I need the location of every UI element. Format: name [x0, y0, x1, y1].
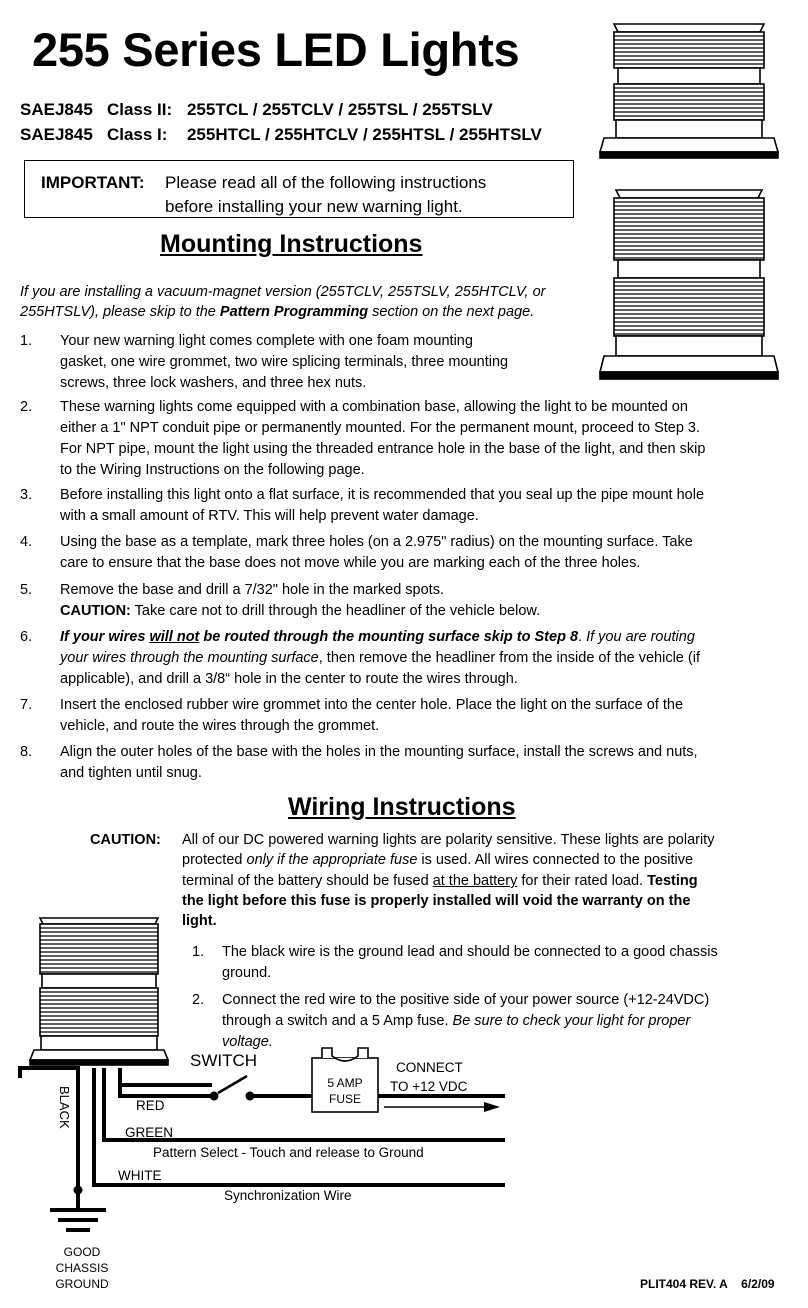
model-list: 255TCL / 255TCLV / 255TSL / 255TSLV — [186, 100, 493, 119]
caution-text: is used. All wires connected to the positive — [417, 852, 694, 868]
step-line: Insert the enclosed rubber wire grommet into the center hole. Place the light on the surface of the — [60, 697, 684, 713]
red-wire-label: RED — [136, 1098, 165, 1113]
step-number: 7. — [20, 697, 33, 713]
step-line: Before installing this light onto a flat surface, it is recommended that you seal up the pipe mount hole — [60, 487, 705, 503]
step-line: Align the outer holes of the base with the holes in the mounting surface, install the screws and nuts, — [60, 744, 698, 760]
footer-date: 6/2/09 — [741, 1277, 775, 1291]
mounting-intro-line-1: If you are installing a vacuum-magnet version (255TCLV, 255TSLV, 255HTCLV, or — [20, 284, 546, 300]
step-line: Using the base as a template, mark three holes (on a 2.975" radius) on the mounting surface. Take — [60, 534, 693, 550]
step-text: . — [578, 629, 587, 645]
light-illustration-low-profile — [596, 18, 782, 162]
model-class: Class I: — [106, 125, 168, 144]
step-line: with a small amount of RTV. This will help prevent water damage. — [60, 508, 479, 524]
fuse-label-1: 5 AMP — [327, 1076, 363, 1090]
fuse-label-2: FUSE — [328, 1092, 361, 1106]
caution-underline: at the battery — [432, 873, 518, 889]
step-bold-text: If your wires — [60, 629, 150, 645]
step-number: 4. — [20, 534, 33, 550]
caution-line-1: All of our DC powered warning lights are polarity sensitive. These lights are polarity — [182, 832, 715, 848]
step-line: These warning lights come equipped with a combination base, allowing the light to be mounted on — [60, 399, 688, 415]
caution-text: for their rated load. — [517, 873, 648, 889]
step-italic-text: If you are routing — [586, 629, 695, 645]
step-number: 6. — [20, 629, 33, 645]
step-line: screws, three lock washers, and three hex nuts. — [60, 375, 367, 391]
document-footer — [640, 1277, 775, 1291]
step-line: either a 1" NPT conduit pipe or permanently mounted. For the permanent mount, proceed to Step 3. — [60, 420, 701, 436]
step-line: vehicle, and route the wires through the grommet. — [60, 718, 380, 734]
ground-label-3: GROUND — [55, 1277, 109, 1291]
light-illustration-tall — [596, 186, 782, 386]
step-line: For NPT pipe, mount the light using the threaded entrance hole in the base of the light, and then skip — [60, 441, 706, 457]
model-line-class-2 — [20, 100, 493, 120]
footer-code: PLIT404 REV. A — [640, 1277, 728, 1291]
step-line: Your new warning light comes complete with one foam mounting — [60, 333, 473, 349]
step-number: 3. — [20, 487, 33, 503]
step-line: care to ensure that the base does not move while you are marking each of the three holes. — [60, 555, 641, 571]
important-label: IMPORTANT: — [41, 173, 145, 192]
ground-label-1: GOOD — [63, 1245, 101, 1259]
wiring-heading: Wiring Instructions — [288, 793, 516, 821]
step-line: Remove the base and drill a 7/32" hole in the marked spots. — [60, 582, 444, 598]
caution-line-5: light. — [182, 913, 217, 929]
model-standard: SAEJ845 — [20, 100, 93, 119]
pattern-select-label: Pattern Select - Touch and release to Ground — [153, 1145, 424, 1160]
sync-wire-label: Synchronization Wire — [224, 1188, 352, 1203]
caution-line-3 — [182, 873, 698, 889]
step-bold-underline: will not — [149, 629, 200, 645]
pattern-programming-ref: Pattern Programming — [219, 304, 369, 320]
caution-label: CAUTION: — [60, 603, 131, 619]
model-class: Class II: — [106, 100, 173, 119]
model-list: 255HTCL / 255HTCLV / 255HTSL / 255HTSLV — [186, 125, 542, 144]
model-standard: SAEJ845 — [20, 125, 93, 144]
switch-label: SWITCH — [190, 1051, 258, 1070]
step-text: through a switch and a 5 Amp fuse. — [222, 1013, 453, 1029]
mounting-intro-line-2 — [20, 304, 534, 320]
step-line: and tighten until snug. — [60, 765, 202, 781]
step-number: 8. — [20, 744, 33, 760]
step-number: 1. — [192, 944, 205, 960]
caution-italic: only if the appropriate fuse — [246, 852, 418, 868]
caution-line-2 — [182, 852, 693, 868]
connect-label-1: CONNECT — [396, 1060, 463, 1075]
caution-text: Take care not to drill through the headliner of the vehicle below. — [130, 603, 541, 619]
caution-text: protected — [182, 852, 247, 868]
ground-label-2: CHASSIS — [55, 1261, 109, 1275]
white-wire-label: WHITE — [118, 1168, 162, 1183]
step-italic-text: your wires through the mounting surface — [60, 650, 319, 666]
intro-text: 255HTSLV), please skip to the — [20, 304, 220, 320]
step-line: Connect the red wire to the positive side of your power source (+12-24VDC) — [222, 992, 710, 1008]
step-line: ground. — [222, 965, 272, 981]
step-italic-text: Be sure to check your light for proper — [452, 1013, 691, 1029]
model-line-class-1 — [20, 125, 542, 145]
step-text: , then remove the headliner from the inside of the vehicle (if — [318, 650, 700, 666]
important-line-1: Please read all of the following instructions — [165, 173, 487, 192]
wiring-caution-label: CAUTION: — [90, 832, 161, 848]
mounting-heading: Mounting Instructions — [160, 230, 423, 258]
step-bold-text: be routed through the mounting surface skip to Step 8 — [199, 629, 579, 645]
step-line: to the Wiring Instructions on the following page. — [60, 462, 365, 478]
step-line: applicable), and drill a 3/8“ hole in the center to route the wires through. — [60, 671, 518, 687]
step-line: voltage. — [222, 1034, 273, 1050]
caution-line-4: the light before this fuse is properly installed will void the warranty on the — [182, 893, 691, 909]
switch-lever — [218, 1076, 247, 1093]
step-number: 1. — [20, 333, 33, 349]
document-title: 255 Series LED Lights — [32, 23, 520, 76]
black-wire-label: BLACK — [57, 1086, 72, 1129]
intro-text: section on the next page. — [368, 304, 535, 320]
step-number: 5. — [20, 582, 33, 598]
caution-text: terminal of the battery should be fused — [182, 873, 433, 889]
green-wire-label: GREEN — [125, 1125, 174, 1140]
step-line: The black wire is the ground lead and should be connected to a good chassis — [222, 944, 718, 960]
connect-label-2: TO +12 VDC — [390, 1079, 468, 1094]
important-notice — [24, 160, 574, 218]
important-line-2: before installing your new warning light. — [165, 197, 463, 216]
step-line: gasket, one wire grommet, two wire splicing terminals, three mounting — [60, 354, 509, 370]
step-number: 2. — [20, 399, 33, 415]
caution-bold: Testing — [647, 873, 698, 889]
step-number: 2. — [192, 992, 205, 1008]
ground-junction — [74, 1186, 83, 1195]
